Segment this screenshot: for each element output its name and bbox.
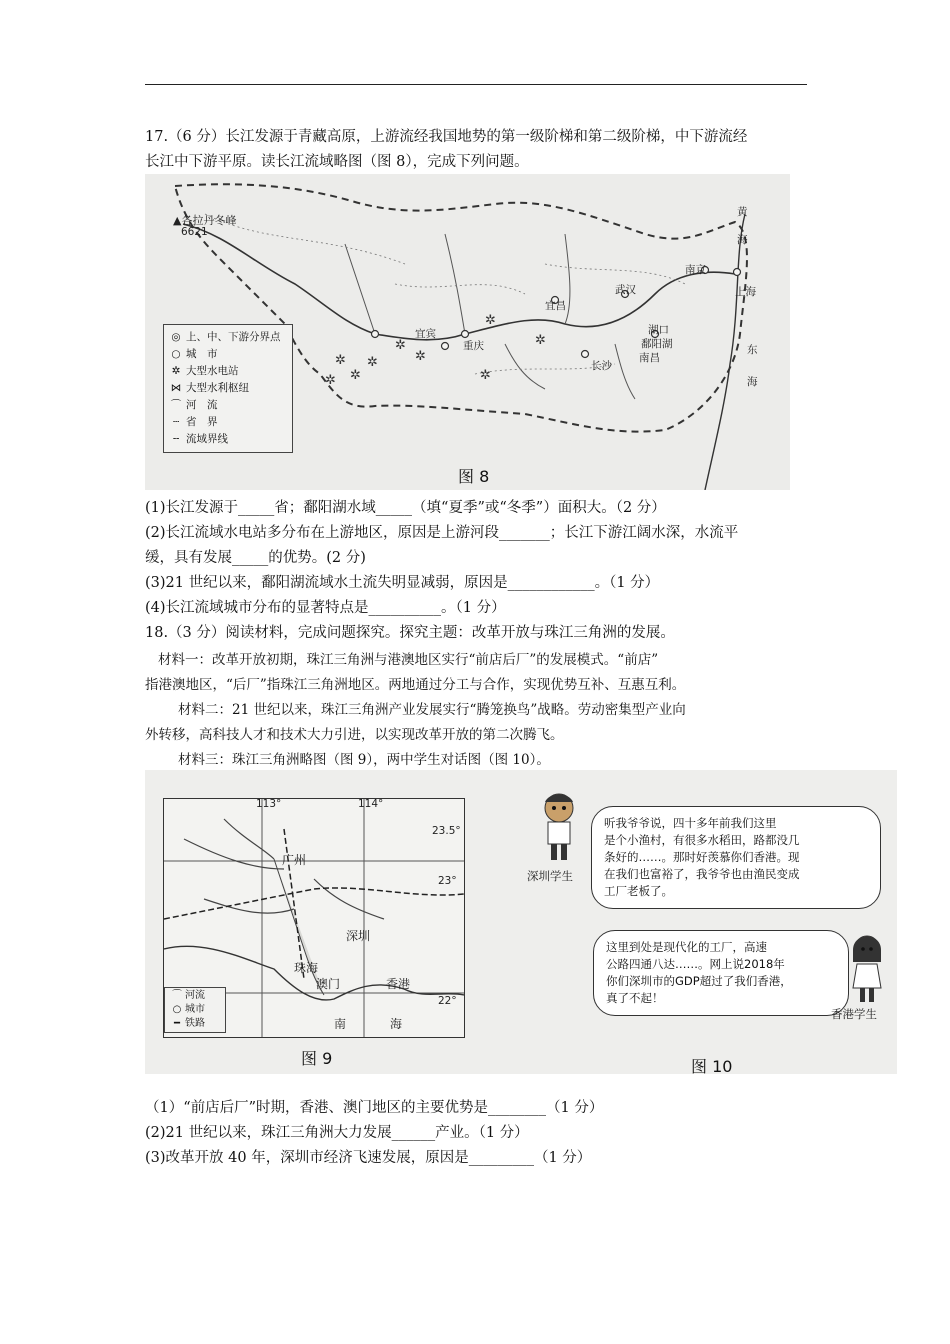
province-boundary-icon: ┄	[172, 416, 180, 428]
latitude-23-5: 23.5°	[432, 825, 461, 837]
legend-item: ⌒ 河 流	[164, 397, 292, 414]
hydropower-icon: ✲	[171, 365, 181, 377]
figure-9-caption: 图 9	[301, 1049, 333, 1068]
place-chongqing: 重庆	[463, 340, 484, 352]
longitude-113: 113°	[256, 798, 282, 810]
peak-label: ▲各拉丹冬峰	[173, 214, 237, 227]
yellow-sea-label: 黄 海	[737, 206, 748, 246]
latitude-22: 22°	[438, 995, 457, 1007]
hongkong-student-icon	[845, 932, 889, 1004]
legend-item: ⌒ 河流	[165, 989, 225, 1003]
svg-text:✲: ✲	[335, 353, 346, 368]
place-hukou: 湖口	[648, 324, 669, 336]
svg-text:✲: ✲	[367, 355, 378, 370]
legend-item: ━ 铁路	[165, 1017, 225, 1031]
legend-item: ○ 城 市	[164, 346, 292, 363]
bubble-line: 听我爷爷说，四十多年前我们这里	[604, 816, 777, 830]
legend-item: ╌ 流域界线	[164, 431, 292, 448]
q17-stem-line1: 17.（6 分）长江发源于青藏高原，上游流经我国地势的第一级阶梯和第二级阶梯，中下游流经	[145, 129, 748, 145]
q17-stem-line2: 长江中下游平原。读长江流域略图（图 8），完成下列问题。	[145, 154, 529, 170]
sea-label-1: 南	[334, 1017, 347, 1031]
material-2-line2: 外转移，高科技人才和技术大力引进，以实现改革开放的第二次腾飞。	[145, 727, 564, 743]
material-1-line1: 材料一：改革开放初期，珠江三角洲与港澳地区实行“前店后厂”的发展模式。“前店”	[158, 652, 659, 668]
place-shenzhen: 深圳	[346, 929, 371, 943]
basin-boundary-icon: ╌	[172, 433, 180, 445]
header-rule	[145, 84, 807, 85]
legend-item: ○ 城市	[165, 1003, 225, 1017]
q18-question-3: (3)改革开放 40 年，深圳市经济飞速发展，原因是_________（1 分）	[145, 1150, 592, 1166]
svg-text:✲: ✲	[480, 368, 491, 383]
q18-question-1: （1）“前店后厂”时期，香港、澳门地区的主要优势是________（1 分）	[145, 1100, 604, 1116]
place-zhuhai: 珠海	[294, 961, 319, 975]
q17-question-2-line1: (2)长江流域水电站多分布在上游地区，原因是上游河段_______；长江下游江阔水深，水流平	[145, 525, 739, 541]
place-nanchang: 南昌	[639, 352, 660, 364]
q17-question-2-line2: 缓，具有发展_____的优势。(2 分)	[145, 550, 366, 566]
shenzhen-student-icon	[535, 790, 585, 862]
material-1-line2: 指港澳地区，“后厂”指珠江三角洲地区。两地通过分工与合作，实现优势互补、互惠互利。	[145, 677, 686, 693]
boundary-point-icon: ◎	[171, 331, 181, 343]
shenzhen-student-speech-bubble	[591, 806, 881, 909]
legend-item: ◎ 上、中、下游分界点	[164, 329, 292, 346]
place-yichang: 宜昌	[545, 300, 566, 312]
bubble-line: 条好的……。那时好羡慕你们香港。现	[604, 850, 800, 864]
shenzhen-student-label: 深圳学生	[527, 869, 573, 883]
hongkong-student-label: 香港学生	[831, 1007, 877, 1021]
place-shanghai: 上海	[735, 286, 756, 298]
material-2-line1: 材料二：21 世纪以来，珠江三角洲产业发展实行“腾笼换鸟”战略。劳动密集型产业向	[178, 702, 686, 718]
bubble-line: 是个小渔村，有很多水稻田，路都没几	[604, 833, 800, 847]
city-icon: ○	[172, 1004, 182, 1015]
place-changsha: 长沙	[591, 360, 612, 372]
place-hongkong: 香港	[386, 977, 411, 991]
figures-9-10	[145, 770, 897, 1074]
city-icon: ○	[171, 348, 181, 360]
hongkong-student-speech-bubble	[593, 930, 849, 1016]
longitude-114: 114°	[358, 798, 384, 810]
legend-item: ⋈ 大型水利枢纽	[164, 380, 292, 397]
place-yibin: 宜宾	[415, 328, 436, 340]
q17-question-1: (1)长江发源于_____省；鄱阳湖水域_____（填“夏季”或“冬季”）面积大。（2 分）	[145, 500, 666, 516]
river-icon: ⌒	[172, 990, 182, 1001]
sea-label-2: 海	[390, 1017, 403, 1031]
latitude-23: 23°	[438, 875, 457, 887]
bubble-line: 真了不起！	[606, 991, 664, 1005]
peak-height: 6621	[181, 226, 208, 238]
bubble-line: 公路四通八达……。网上说2018年	[606, 957, 785, 971]
figure-9-legend	[164, 987, 226, 1033]
figure-10-caption: 图 10	[691, 1057, 733, 1074]
water-project-icon: ⋈	[170, 382, 182, 394]
place-macau: 澳门	[316, 977, 341, 991]
q17-question-4: (4)长江流域城市分布的显著特点是__________。（1 分）	[145, 600, 506, 616]
svg-text:✲: ✲	[325, 373, 336, 388]
place-guangzhou: 广州	[282, 853, 307, 867]
svg-text:✲: ✲	[485, 313, 496, 328]
figure-8-legend	[163, 324, 293, 453]
svg-text:✲: ✲	[350, 368, 361, 383]
material-3-line: 材料三：珠江三角洲略图（图 9），两中学生对话图（图 10）。	[178, 752, 550, 768]
figure-8-caption: 图 8	[458, 467, 490, 486]
legend-item: ✲ 大型水电站	[164, 363, 292, 380]
q18-stem: 18.（3 分）阅读材料，完成问题探究。探究主题：改革开放与珠江三角洲的发展。	[145, 625, 675, 641]
q17-question-3: (3)21 世纪以来，鄱阳湖流域水土流失明显减弱，原因是____________。（1 分）	[145, 575, 660, 591]
figure-8-yangtze-map	[145, 174, 790, 490]
place-nanjing: 南京	[685, 264, 706, 276]
bubble-line: 工厂老板了。	[604, 884, 673, 898]
railway-icon: ━	[173, 1018, 181, 1029]
svg-text:✲: ✲	[535, 333, 546, 348]
place-poyang: 鄱阳湖	[641, 338, 673, 350]
figure-9-map	[163, 798, 465, 1038]
bubble-line: 你们深圳市的GDP超过了我们香港，	[606, 974, 792, 988]
river-icon: ⌒	[170, 399, 182, 411]
bubble-line: 在我们也富裕了，我爷爷也由渔民变成	[604, 867, 800, 881]
legend-item: ┄ 省 界	[164, 414, 292, 431]
place-wuhan: 武汉	[615, 284, 636, 296]
svg-text:✲: ✲	[415, 349, 426, 364]
east-sea-label: 东 海	[747, 344, 758, 388]
q18-question-2: (2)21 世纪以来，珠江三角洲大力发展______产业。（1 分）	[145, 1125, 529, 1141]
bubble-line: 这里到处是现代化的工厂，高速	[606, 940, 767, 954]
svg-text:✲: ✲	[395, 338, 406, 353]
